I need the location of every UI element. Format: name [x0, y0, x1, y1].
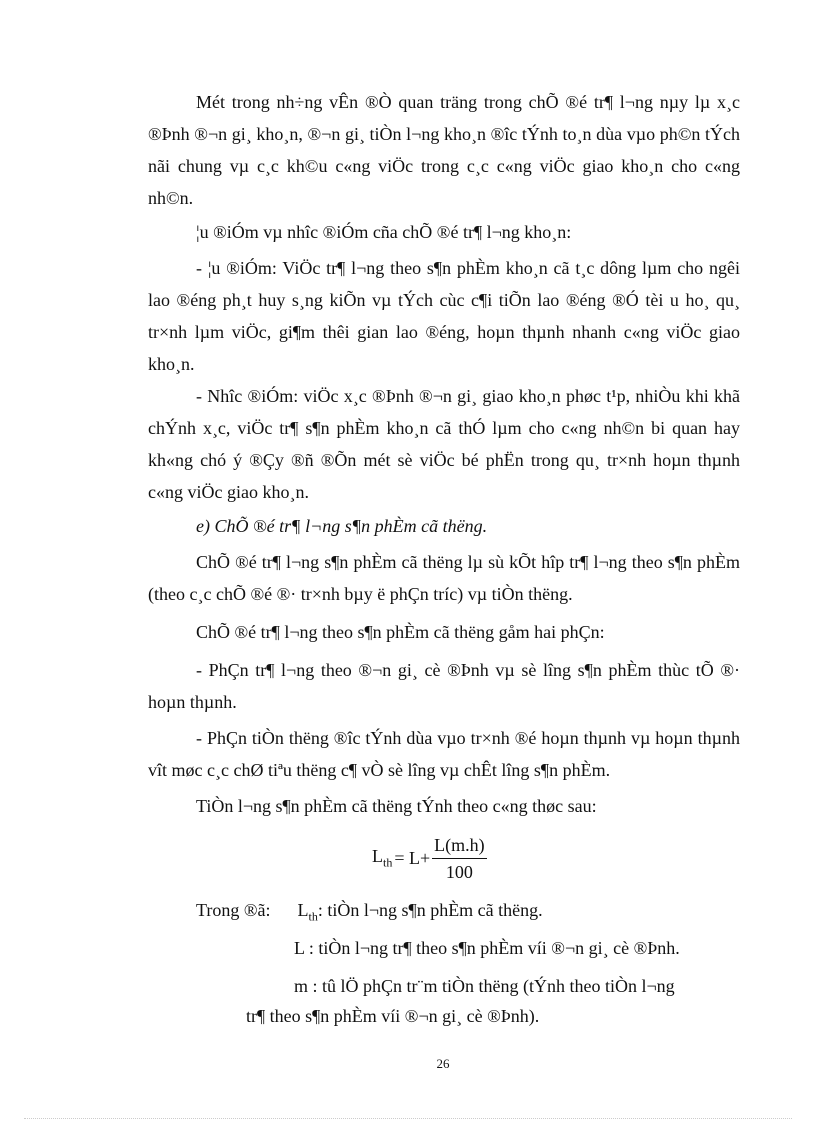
paragraph-pros-cons-heading: ¦u ®iÓm vµ nhîc ®iÓm cña chÕ ®é tr¶ l¬ng kho¸n:	[196, 222, 572, 242]
paragraph-bonus-definition: ChÕ ®é tr¶ l¬ng s¶n phÈm cã thëng lµ sù kÕt hîp tr¶ l¬ng theo s¶n phÈm (theo c¸c chÕ ®é ®· tr×nh bµy ë phÇn tríc) vµ tiÒn thëng.	[148, 552, 740, 604]
definition-lth-symbol: L	[297, 900, 309, 920]
section-heading: e) ChÕ ®é tr¶ l¬ng s¶n phÈm cã thëng.	[196, 516, 488, 536]
page-bottom-rule	[24, 1118, 792, 1119]
paragraph-disadvantages: - Nhîc ®iÓm: viÖc x¸c ®Þnh ®¬n gi¸ giao kho¸n phøc t¹p, nhiÒu khi khã chÝnh x¸c, viÖc tr¶ s¶n phÈm kho¸n cã thÓ lµm cho c«ng nh©n bi quan hay kh«ng chó ý ®Çy ®ñ ®Õn mét sè viÖc bé phËn trong qu¸ tr×nh hoµn thµnh c«ng viÖc giao kho¸n.	[148, 386, 740, 502]
formula-equals: = L+	[394, 848, 431, 868]
definition-lth-text: : tiÒn l¬ng s¶n phÈm cã thëng.	[317, 900, 543, 920]
formula-denominator: 100	[445, 862, 473, 882]
bonus-wage-formula	[372, 834, 487, 883]
formula-fraction	[432, 834, 486, 883]
paragraph-advantages: - ¦u ®iÓm: ViÖc tr¶ l¬ng theo s¶n phÈm kho¸n cã t¸c dông lµm cho ngêi lao ®éng ph¸t huy s¸ng kiÕn vµ tÝch cùc c¶i tiÕn lao ®éng ®Ó tèi u ho¸ qu¸ tr×nh lµm viÖc, gi¶m thêi gian lao ®éng, hoµn thµnh nhanh c«ng viÖc giao kho¸n.	[148, 258, 740, 374]
formula-lhs-symbol: L	[372, 846, 383, 867]
paragraph-two-parts: ChÕ ®é tr¶ l¬ng theo s¶n phÈm cã thëng gåm hai phÇn:	[196, 622, 605, 642]
paragraph-part-two: - PhÇn tiÒn thëng ®îc tÝnh dùa vµo tr×nh ®é hoµn thµnh vµ hoµn thµnh vît møc c¸c chØ tiªu thëng c¶ vÒ sè lîng vµ chÊt lîng s¶n phÈm.	[148, 728, 740, 780]
definition-m-line2: tr¶ theo s¶n phÈm víi ®¬n gi¸ cè ®Þnh).	[246, 1006, 540, 1026]
definition-l: L : tiÒn l¬ng tr¶ theo s¶n phÈm víi ®¬n gi¸ cè ®Þnh.	[294, 938, 680, 958]
definition-intro-line	[196, 894, 543, 933]
definition-m-line1: m : tû lÖ phÇn tr¨m tiÒn thëng (tÝnh theo tiÒn l¬ng	[294, 976, 675, 996]
paragraph-part-one: - PhÇn tr¶ l¬ng theo ®¬n gi¸ cè ®Þnh vµ sè lîng s¶n phÈm thùc tÕ ®· hoµn thµnh.	[148, 660, 740, 712]
formula-lhs	[372, 846, 392, 871]
page-number: 26	[436, 1056, 450, 1071]
formula-numerator: L(m.h)	[432, 834, 486, 859]
paragraph-formula-intro: TiÒn l¬ng s¶n phÈm cã thëng tÝnh theo c«ng thøc sau:	[196, 796, 597, 816]
definition-lth-subscript: th	[308, 909, 318, 924]
formula-lhs-subscript: th	[383, 855, 393, 870]
paragraph-unit-price: Mét trong nh÷ng vÊn ®Ò quan träng trong chÕ ®é tr¶ l¬ng nµy lµ x¸c ®Þnh ®¬n gi¸ kho¸n, ®¬n gi¸ tiÒn l¬ng kho¸n ®îc tÝnh to¸n dùa vµo ph©n tÝch nãi chung vµ c¸c kh©u c«ng viÖc trong c¸c c«ng viÖc giao kho¸n cho c«ng nh©n.	[148, 92, 740, 208]
definition-intro: Trong ®ã:	[196, 900, 271, 920]
